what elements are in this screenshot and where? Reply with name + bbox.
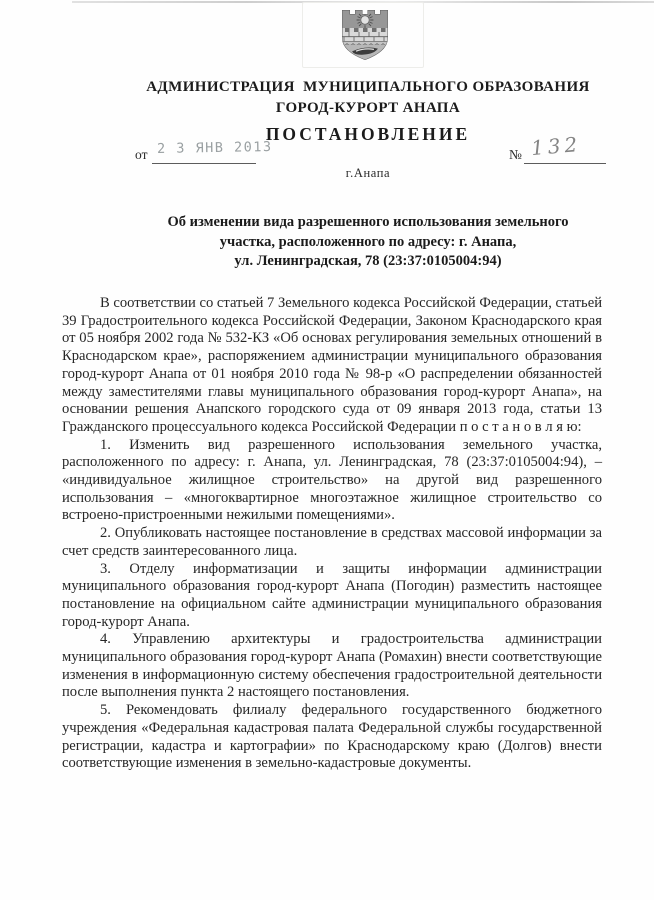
- title-line-2: участка, расположенного по адресу: г. Анапа,: [219, 233, 517, 250]
- number-value-handwritten: 132: [530, 131, 583, 161]
- document-body: [62, 295, 602, 773]
- body-paragraph: 5. Рекомендовать филиалу федерального государственного бюджетного учреждения «Федеральная кадастровая палата Федеральной службы государственной регистрации, кадастра и картографии» по Краснодарскому краю (Долгов) внести соответствующие изменения в земельно-кадастровые документы.: [62, 702, 602, 772]
- org-name-line2: ГОРОД-КУРОРТ АНАПА: [275, 100, 461, 116]
- number-underline: [524, 163, 606, 164]
- date-label: от: [135, 147, 148, 162]
- title-line-3: ул. Ленинградская, 78 (23:37:0105004:94): [234, 253, 502, 269]
- document-subject-title: [82, 213, 654, 272]
- date-stamp: 2 3 ЯНВ 2013: [156, 138, 273, 158]
- number-label: №: [509, 147, 522, 162]
- body-paragraph: 3. Отделу информатизации и защиты информации администрации муниципального образования город-курорт Анапа (Погодин) разместить настоящее постановление на официальном сайте администрации муниципального образования город-курорт Анапа.: [62, 560, 602, 630]
- anapa-coat-of-arms-icon: [341, 8, 389, 61]
- body-paragraph: В соответствии со статьей 7 Земельного кодекса Российской Федерации, статьей 39 Градостроительного кодекса Российской Федерации, Законом Краснодарского края от 05 ноября 2002 года № 532-КЗ «Об основах регулирования земельных отношений в Краснодарском крае», распоряжением администрации муниципального образования город-курорт Анапа от 01 ноября 2010 года № 98-р «О распределении обязанностей между заместителями главы муниципального образования город-курорт Анапа», на основании решения Анапского городского суда от 09 января 2013 года, статьи 13 Гражданского процессуального кодекса Российской Федерации п о с т а н о в л я ю:: [62, 295, 602, 435]
- place-label: г.Анапа: [345, 166, 391, 180]
- body-paragraph: 4. Управлению архитектуры и градостроительства администрации муниципального образования город-курорт Анапа (Ромахин) внести соответствующие изменения в информационную систему обеспечения градостроительной деятельности после выполнения пункта 2 настоящего постановления.: [62, 631, 602, 701]
- body-paragraph: 2. Опубликовать настоящее постановление в средствах массовой информации за счет средств заинтересованного лица.: [62, 525, 602, 559]
- fortress-wall-icon: [341, 28, 389, 45]
- date-underline: [152, 163, 256, 164]
- document-type-title: ПОСТАНОВЛЕНИЕ: [265, 124, 471, 144]
- title-line-1: Об изменении вида разрешенного использования земельного: [167, 214, 569, 230]
- body-paragraph: 1. Изменить вид разрешенного использования земельного участка, расположенного по адресу: г. Анапа, ул. Ленинградская, 78 (23:37:0105004:94), – «индивидуальное жилищное строительство» на другой вид разрешенного использования – «многоквартирное многоэтажное жилищное строительство со встроено-пристроенными нежилыми помещениями».: [62, 436, 602, 524]
- org-name-line1: АДМИНИСТРАЦИЯ МУНИЦИПАЛЬНОГО ОБРАЗОВАНИЯ: [146, 79, 590, 95]
